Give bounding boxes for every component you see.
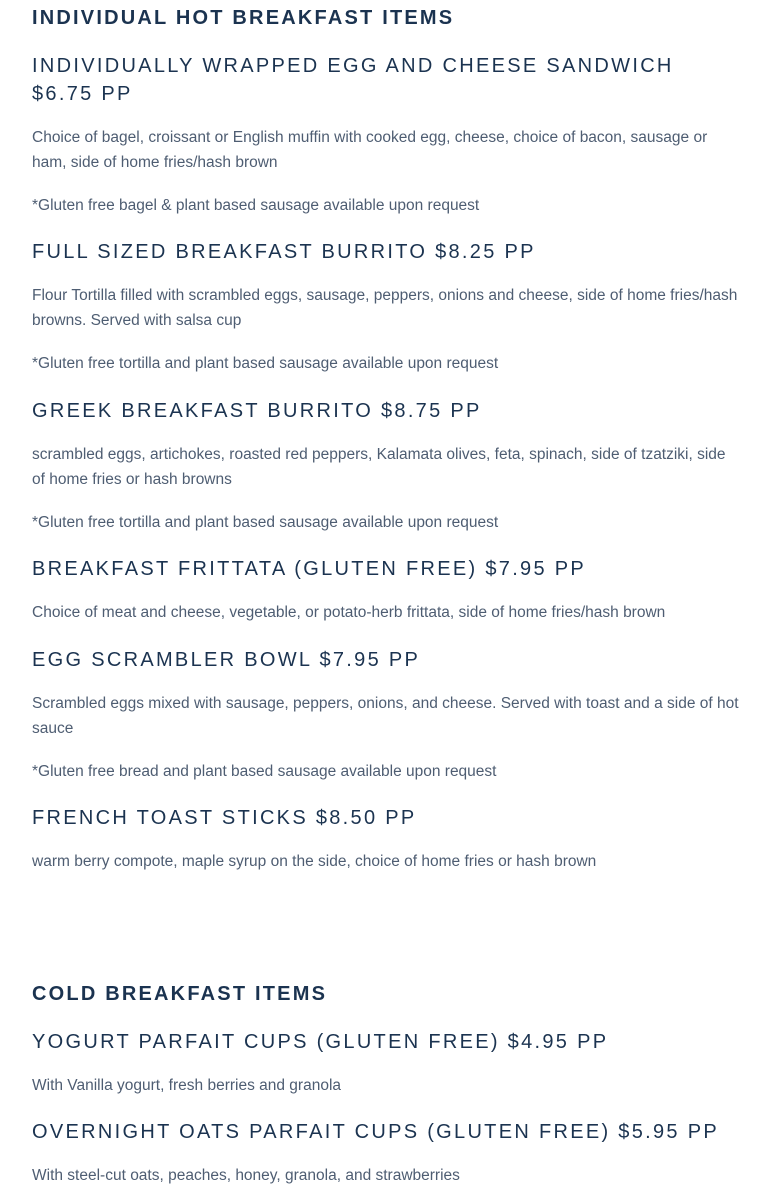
item-description: With Vanilla yogurt, fresh berries and granola [32, 1077, 342, 1094]
menu-item [32, 397, 742, 425]
menu-item [32, 1028, 742, 1056]
item-title: EGG SCRAMBLER BOWL $7.95 PP [32, 649, 421, 671]
menu-item [32, 52, 742, 108]
item-note: *Gluten free bread and plant based sausage available upon request [32, 763, 497, 780]
item-title: FULL SIZED BREAKFAST BURRITO $8.25 PP [32, 241, 536, 263]
item-title: INDIVIDUALLY WRAPPED EGG AND CHEESE SANDWICH $6.75 PP [32, 55, 674, 105]
item-title: BREAKFAST FRITTATA (GLUTEN FREE) $7.95 PP [32, 558, 587, 580]
menu-item [32, 555, 742, 583]
menu-item [32, 804, 742, 832]
item-description: scrambled eggs, artichokes, roasted red peppers, Kalamata olives, feta, spinach, side of tzatziki, side of home fries or hash browns [32, 446, 726, 488]
menu-item-description [32, 283, 742, 333]
item-description: Flour Tortilla filled with scrambled eggs, sausage, peppers, onions and cheese, side of home fries/hash browns. Served with salsa cup [32, 287, 738, 329]
item-title: FRENCH TOAST STICKS $8.50 PP [32, 807, 417, 829]
item-note: *Gluten free bagel & plant based sausage available upon request [32, 197, 480, 214]
section-heading-hot: INDIVIDUAL HOT BREAKFAST ITEMS [32, 7, 455, 29]
item-title: OVERNIGHT OATS PARFAIT CUPS (GLUTEN FREE) $5.95 PP [32, 1121, 719, 1143]
item-description: warm berry compote, maple syrup on the side, choice of home fries or hash brown [32, 853, 597, 870]
section-heading-cold-wrap [32, 982, 742, 1006]
item-title: YOGURT PARFAIT CUPS (GLUTEN FREE) $4.95 PP [32, 1031, 609, 1053]
menu-item-description [32, 1163, 742, 1188]
menu-item [32, 1118, 742, 1146]
item-note: *Gluten free tortilla and plant based sausage available upon request [32, 514, 499, 531]
section-heading-cold: COLD BREAKFAST ITEMS [32, 983, 328, 1005]
menu-item-note [32, 351, 742, 376]
menu-item-description [32, 691, 742, 741]
menu-item-description [32, 1073, 742, 1098]
menu-item-note [32, 759, 742, 784]
item-description: Choice of meat and cheese, vegetable, or potato-herb frittata, side of home fries/hash brown [32, 604, 666, 621]
menu-item-note [32, 193, 742, 218]
item-description: With steel-cut oats, peaches, honey, granola, and strawberries [32, 1167, 460, 1184]
menu-item [32, 646, 742, 674]
menu-item-description [32, 600, 742, 625]
menu-item-description [32, 849, 742, 874]
item-title: GREEK BREAKFAST BURRITO $8.75 PP [32, 400, 482, 422]
menu-item [32, 238, 742, 266]
item-note: *Gluten free tortilla and plant based sausage available upon request [32, 355, 499, 372]
item-description: Scrambled eggs mixed with sausage, peppers, onions, and cheese. Served with toast and a side of hot sauce [32, 695, 739, 737]
menu-item-description [32, 125, 742, 175]
menu-item-description [32, 442, 742, 492]
menu-item-note [32, 510, 742, 535]
item-description: Choice of bagel, croissant or English muffin with cooked egg, cheese, choice of bacon, sausage or ham, side of home fries/hash brown [32, 129, 708, 171]
